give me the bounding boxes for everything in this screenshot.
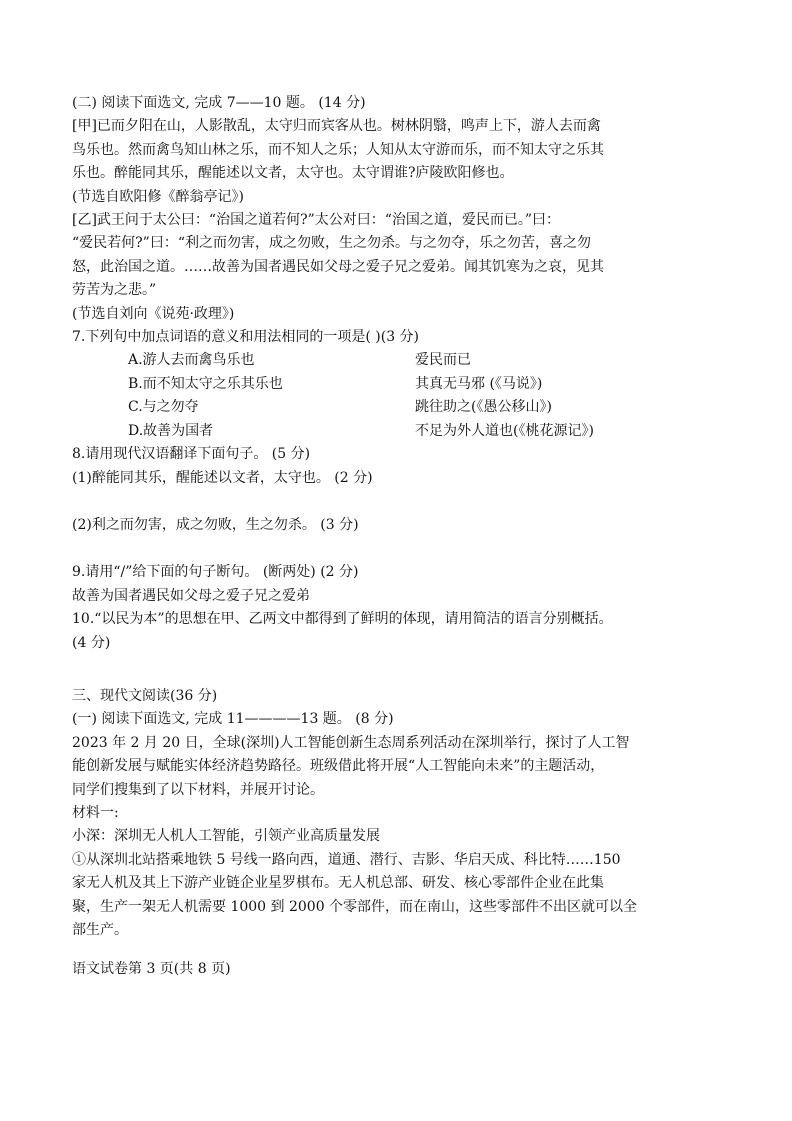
passage-yi-line: [乙]武王问于太公曰：“治国之道若何?”太公对曰：“治国之道，爱民而已。”曰：: [72, 212, 561, 229]
material-paragraph-line: 聚，生产一架无人机需要 1000 到 2000 个零部件，而在南山，这些零部件不出区就可以全: [72, 898, 638, 915]
exam-page: [72, 92, 722, 942]
passage-jia-line: [甲]已而夕阳在山，人影散乱，太守归而宾客从也。树林阴翳，鸣声上下，游人去而禽: [72, 118, 601, 135]
question-10-score: (4 分): [72, 634, 111, 651]
question-7-option-c: [72, 396, 722, 419]
material-paragraph-line: ①从深圳北站搭乘地铁 5 号线一路向西，道通、潜行、吉影、华启天成、科比特……150: [72, 851, 621, 868]
page-footer: 语文试卷第 3 页(共 8 页): [72, 961, 231, 977]
classical-section-heading: (二) 阅读下面选文, 完成 7——10 题。 (14 分): [72, 95, 366, 111]
answer-space: [72, 490, 722, 514]
modern-intro-line: 能创新发展与赋能实体经济趋势路径。班级借此将开展“人工智能向未来”的主题活动，: [72, 758, 605, 775]
material-subtitle: 小深：深圳无人机人工智能，引领产业高质量发展: [72, 828, 380, 845]
question-7-option-a: [72, 349, 722, 372]
option-a-left: A.游人去而禽鸟乐也: [128, 352, 255, 369]
option-c-left: C.与之勿夺: [128, 399, 199, 416]
passage-yi-line: 怒，此治国之道。……故善为国者遇民如父母之爱子兄之爱弟。闻其饥寒为之哀，见其: [72, 258, 604, 275]
option-a-right: 爱民而已: [415, 352, 471, 369]
question-7-option-d: [72, 420, 722, 443]
option-c-right: 跳往助之(《愚公移山》): [415, 399, 552, 416]
option-b-right: 其真无马邪 (《马说》): [415, 375, 543, 392]
option-d-right: 不足为外人道也(《桃花源记》): [415, 422, 594, 439]
material-paragraph-line: 家无人机及其上下游产业链企业星罗棋布。无人机总部、研发、核心零部件企业在此集: [72, 875, 604, 892]
question-7-stem: 7.下列句中加点词语的意义和用法相同的一项是( )(3 分): [72, 329, 420, 346]
material-paragraph-line: 部生产。: [72, 922, 128, 938]
option-b-left: B.而不知太守之乐其乐也: [128, 375, 283, 392]
passage-jia-line: 鸟乐也。然而禽鸟知山林之乐，而不知人之乐；人知从太守游而乐，而不知太守之乐其: [72, 141, 604, 158]
question-8-sentence-1: (1)醉能同其乐，醒能述以文者，太守也。 (2 分): [72, 469, 373, 486]
answer-space: [72, 655, 722, 685]
option-d-left: D.故善为国者: [128, 422, 214, 439]
question-7-option-b: [72, 373, 722, 396]
question-9-stem: 9.请用“/”给下面的句子断句。 (断两处) (2 分): [72, 564, 359, 581]
question-8-stem: 8.请用现代汉语翻译下面句子。 (5 分): [72, 446, 311, 463]
answer-space: [72, 537, 722, 561]
modern-reading-heading: (一) 阅读下面选文, 完成 11————13 题。 (8 分): [72, 711, 394, 728]
passage-jia-source: (节选自欧阳修《醉翁亭记》): [72, 188, 244, 205]
question-9-sentence: 故善为国者遇民如父母之爱子兄之爱弟: [72, 587, 310, 604]
question-10-stem: 10.“以民为本”的思想在甲、乙两文中都得到了鲜明的体现，请用简洁的语言分别概括。: [72, 611, 613, 628]
passage-yi-line: “爱民若何?”曰：“利之而勿害，成之勿败，生之勿杀。与之勿夺，乐之勿苦，喜之勿: [72, 235, 591, 252]
passage-yi-source: (节选自刘向《说苑·政理》): [72, 305, 235, 322]
modern-intro-line: 同学们搜集到了以下材料，并展开讨论。: [72, 781, 324, 798]
modern-intro-line: 2023 年 2 月 20 日，全球(深圳)人工智能创新生态周系列活动在深圳举行，探讨了人工智: [72, 734, 630, 751]
material-label: 材料一:: [72, 804, 119, 821]
passage-yi-line: 劳苦为之悲。”: [72, 282, 157, 299]
modern-section-title: 三、现代文阅读(36 分): [72, 687, 218, 704]
passage-jia-line: 乐也。醉能同其乐，醒能述以文者，太守也。太守谓谁?庐陵欧阳修也。: [72, 165, 514, 182]
question-8-sentence-2: (2)利之而勿害，成之勿败，生之勿杀。 (3 分): [72, 516, 359, 533]
